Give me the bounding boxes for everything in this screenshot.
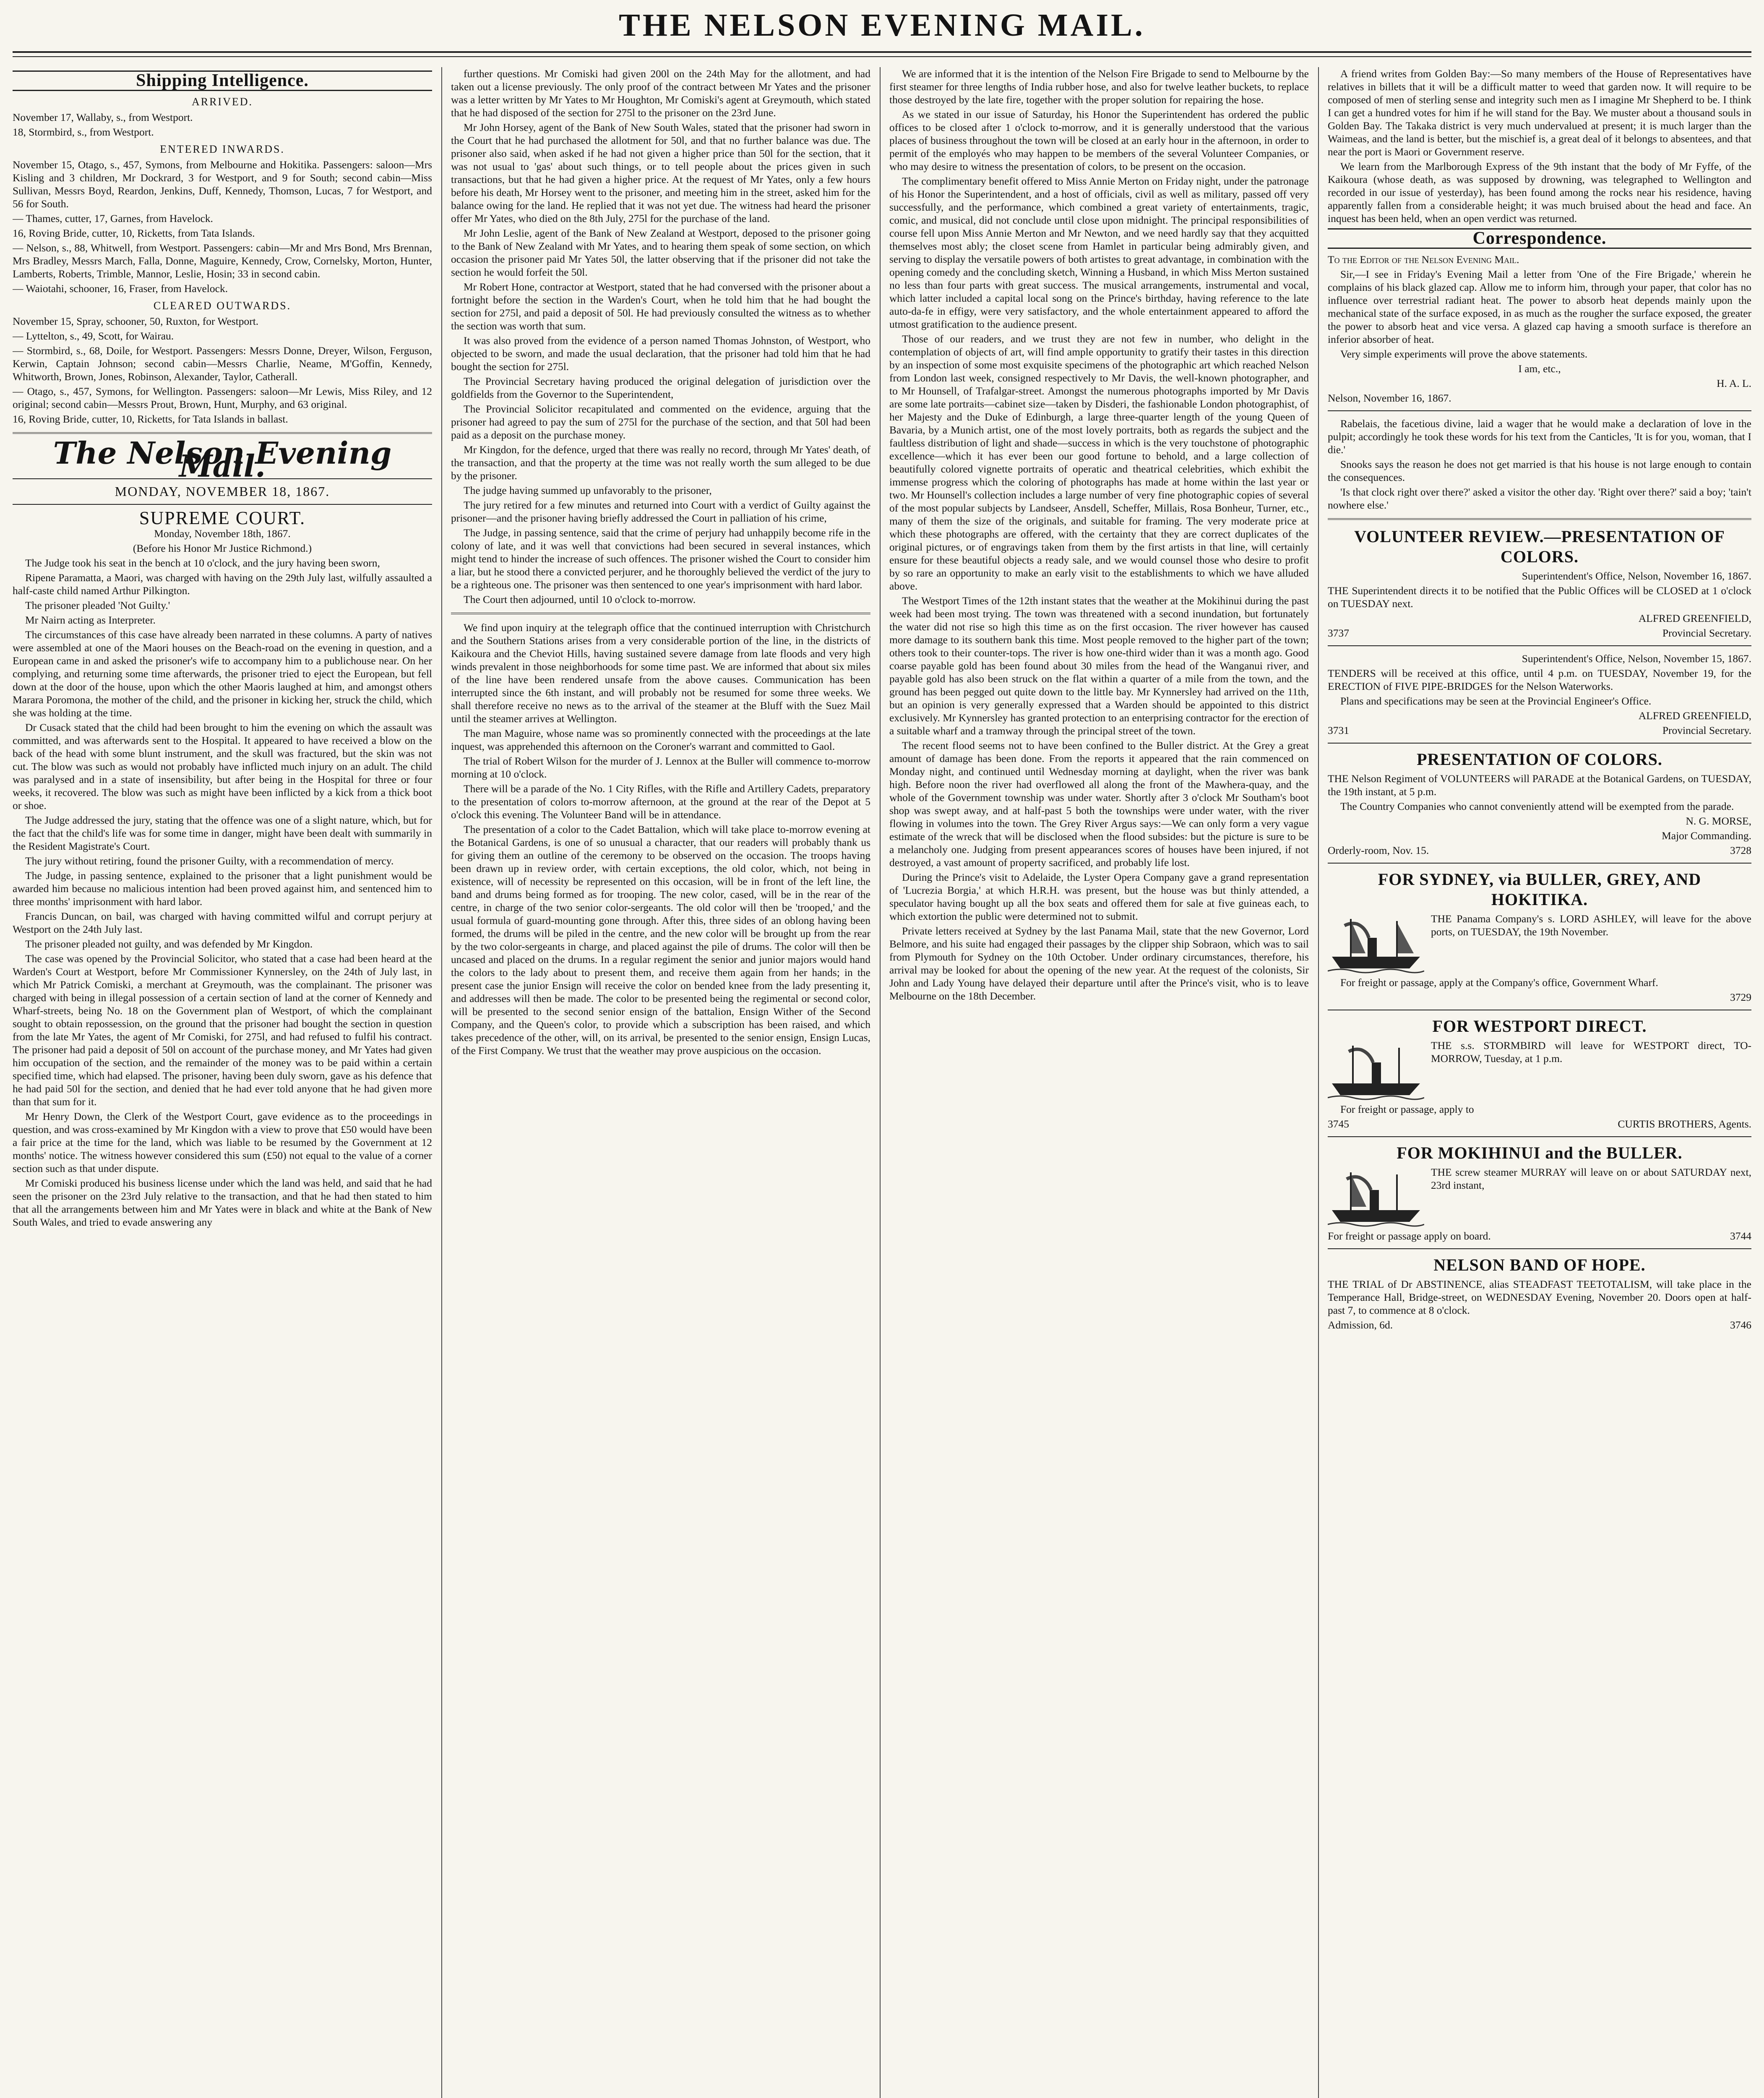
ad-role: Provincial Secretary. — [1662, 627, 1751, 639]
correspondence-to: To the Editor of the Nelson Evening Mail. — [1328, 253, 1519, 266]
article-paragraph: The Judge addressed the jury, stating that the offence was one of a slight nature, which, but for the fact that the child's life was for some time in danger, might have been dealt with summarily in the Resident Magistrate's Court. — [13, 814, 432, 852]
article-paragraph: The jury without retiring, found the prisoner Guilty, with a recommendation of mercy. — [25, 855, 394, 867]
divider — [1328, 410, 1751, 411]
correspondence-date: Nelson, November 16, 1867. — [1328, 392, 1451, 404]
steamship-icon — [1328, 1041, 1424, 1100]
ad-ref: 3745 — [1328, 1118, 1349, 1130]
ad-body: THE TRIAL of Dr ABSTINENCE, alias STEADFAST TEETOTALISM, will take place in the Temperance Hall, Bridge-street, on WEDNESDAY Evening, November 20. Doors open at half-past 7, to commence at 8 o'clock. — [1328, 1278, 1751, 1316]
article-paragraph: The judge having summed up unfavorably to the prisoner, — [464, 484, 712, 496]
divider — [13, 432, 432, 434]
article-paragraph: Dr Cusack stated that the child had been brought to him the evening on which the assault was committed, and was afterwards sent to the Hospital. It appeared to have received a blow on the back of the head with some blunt instrument, and the skull was fractured, but the skin was not cut. The blow was such as would not probably have inflicted much injury on an adult. The child was paralysed and in a state of insensibility, but after being in the Hospital for three or four weeks, it recovered. The blow was such as might have been inflicted by a kick from a thick boot or shoe. — [13, 721, 432, 812]
steamship-icon — [1328, 915, 1424, 973]
entered-head: ENTERED INWARDS. — [160, 143, 285, 155]
article-paragraph: The case was opened by the Provincial Solicitor, who stated that a case had been heard at the Warden's Court at Westport, before Mr Commissioner Kynnersley, on the 24th of July last, in which Mr Patrick Comiski, a merchant at Greymouth, was the complainant. The prisoner was charged with being in illegal possession of a certain section of land at the corner of Kennedy and Wharf-streets, being No. 18 on the Government plan of Westport, of which the complainant sought to obtain repossession, on the ground that the prisoner had bought the section in question from the late Mr Yates, the agent of Mr Comiski, for 275l, and had refused to fulfil his contract. The prisoner had paid a deposit of 50l on account of the purchase money, and Mr Yates had given him occupation of the section, and the remainder of the money was to be paid within a certain specified time, which had elapsed. The prisoner, having been duly sworn, gave as his defence that he had paid 50l for the section, and denied that he had ever told anyone that he had given more than that sum for it. — [13, 952, 432, 1108]
ad-block — [1328, 1039, 1751, 1103]
article-paragraph: The prisoner pleaded 'Not Guilty.' — [25, 599, 170, 611]
masthead-rule — [13, 51, 1751, 53]
court-title: SUPREME COURT. — [139, 508, 306, 528]
shipping-entry: — Thames, cutter, 17, Garnes, from Havelock. — [13, 212, 213, 224]
article-paragraph: The jury retired for a few minutes and returned into Court with a verdict of Guilty against the prisoner—and the prisoner having briefly addressed the Court in palliation of his crime, — [451, 499, 870, 524]
shipping-entry: 18, Stormbird, s., from Westport. — [13, 126, 154, 138]
ad-title: FOR WESTPORT DIRECT. — [1432, 1017, 1647, 1036]
divider — [451, 613, 870, 614]
article-paragraph: The complimentary benefit offered to Miss Annie Merton on Friday night, under the patronage of his Honor the Superintendent, and a host of officials, civil as well as military, passed off very successfully, and the performance, which combined a great variety of entertainments, tragic, comic, and musical, did not conclude until close upon midnight. The principal responsibilities of course fell upon Miss Annie Merton and Mr Newton, and we need hardly say that they acquitted themselves most ably; the closet scene from Hamlet in particular being admirably given, and serving to display the versatile powers of both artistes to great advantage, in combination with the opening comedy and the concluding sketch, Winning a Husband, in which Miss Merton sustained no less than four parts with great success. The musical arrangements, instrumental and vocal, which latter included a capital local song on the Prince's birthday, having reference to the late auto-da-fe in effigy, were very satisfactory, and the whole entertainment appeared to afford the utmost gratification to the audience present. — [889, 175, 1309, 330]
divider — [1328, 1248, 1751, 1249]
article-paragraph: Mr Kingdon, for the defence, urged that there was really no record, through Mr Yates' death, of the transaction, and that the property at the time was not really worth the sum alleged to be due by the prisoner. — [451, 444, 870, 482]
ad-ref: 3729 — [1730, 991, 1751, 1003]
correspondence-body: Very simple experiments will prove the above statements. — [1340, 348, 1588, 360]
masthead-rule-thin — [13, 56, 1751, 57]
shipping-entry: 16, Roving Bride, cutter, 10, Ricketts, for Tata Islands in ballast. — [13, 413, 288, 425]
article-paragraph: Mr Comiski produced his business license under which the land was held, and said that he had seen the prisoner on the 23rd July relative to the transaction, and that he had then stated to him that all the arrangements between him and Mr Yates were in black and white at the Bank of New South Wales, and tried to evade answering any — [13, 1177, 432, 1228]
shipping-entry: — Otago, s., 457, Symons, for Wellington. Passengers: saloon—Mr Lewis, Miss Riley, and 12 original; second cabin—Messrs Prout, Brown, Hunt, Murphy, and 63 original. — [13, 385, 432, 410]
column-divider — [1318, 67, 1319, 2098]
article-paragraph: Mr Nairn acting as Interpreter. — [25, 614, 156, 626]
ad-ref: 3728 — [1730, 844, 1751, 856]
ad-office: Superintendent's Office, Nelson, November 15, 1867. — [1522, 652, 1751, 665]
article-paragraph: The recent flood seems not to have been confined to the Buller district. At the Grey a great amount of damage has been done. From the reports it appeared that the rain commenced on Monday night, and continued until Wednesday morning at daylight, when the river was bank high. Before noon the river had overflowed all along the front of the Mawhera-quay, and the whole of the Government township was under water. Shortly after 3 o'clock Mr Southam's boot shop was swept away, and at half-past 5 both the townships were under water, with the river flowing in volumes into the town. The Grey River Argus says:—We can only form a very vague estimate of the wreck that will be disclosed when the flood subsides: but the picture is sure to be a melancholy one. Judging from present appearances scores of houses have been injured, if not destroyed, a vast amount of property sacrificed, and probably life lost. — [889, 739, 1309, 869]
ad-body: THE screw steamer MURRAY will leave on or about SATURDAY next, 23rd instant, — [1431, 1166, 1751, 1191]
ad-block — [1328, 1166, 1751, 1229]
article-paragraph: The Judge took his seat in the bench at 10 o'clock, and the jury having been sworn, — [25, 557, 380, 569]
ad-ref-row — [1328, 844, 1751, 857]
shipping-entry: — Stormbird, s., 68, Doile, for Westport. Passengers: Messrs Donne, Dreyer, Wilson, Ferguson, Kerwin, Captain Johnson; second cabin—Messrs Charlie, Neame, M'Goffin, Kennedy, Whitworth, Brown, Jones, Robinson, Alexander, Taylor, Catherall. — [13, 344, 432, 383]
article-paragraph: The circumstances of this case have already been narrated in these columns. A party of natives were assembled at one of the Maori houses on the Beach-road on the evening in question, and a European came in and asked the prisoner's wife to accompany him to a publichouse near. On her complying, and returning some time afterwards, the prisoner tried to eject the European, but fell down at the door of the house, upon which the other Maoris laughed at him, and amongst others Marara Poromona, the mother of the child, and the prisoner in kicking her, struck the child, which she was holding at the time. — [13, 629, 432, 719]
article-paragraph: During the Prince's visit to Adelaide, the Lyster Opera Company gave a grand representation of 'Lucrezia Borgia,' at which H.R.H. was present, but the house was but thinly attended, a speculator having bought up all the box seats and offered them for sale at five guineas each, to which extortion the public were determined not to submit. — [889, 871, 1309, 922]
divider — [1328, 518, 1751, 520]
article-paragraph: Private letters received at Sydney by the last Panama Mail, state that the new Governor, Lord Belmore, and his suite had engaged their passages by the clipper ship Sobraon, which was to sail from Plymouth for Sydney on the 10th October. Under ordinary circumstances, therefore, his arrival may be looked for about the opening of the new year. At the request of the colonists, Sir John and Lady Young have delayed their departure until after the Prince's visit, who is to leave Melbourne on the 18th December. — [889, 925, 1309, 1002]
ad-title: PRESENTATION OF COLORS. — [1417, 750, 1662, 769]
article-paragraph: Ripene Paramatta, a Maori, was charged with having on the 29th July last, wilfully assaulted a half-caste child named Arthur Pilkington. — [13, 571, 432, 597]
correspondence-title: Correspondence. — [1328, 228, 1751, 249]
divider — [1328, 863, 1751, 864]
ad-title: FOR SYDNEY, via BULLER, GREY, AND HOKITIKA. — [1378, 870, 1701, 909]
ad-body: For freight or passage apply on board. — [1328, 1230, 1491, 1242]
divider — [1328, 1136, 1751, 1137]
column-2 — [451, 67, 870, 2098]
article-paragraph: Those of our readers, and we trust they are not few in number, who delight in the contemplation of objects of art, will find ample opportunity to gratify their tastes in this direction by an inspection of some most exquisite specimens of the photographic art which reached Nelson from London last week, consigned respectively to Mr Davis, the well-known photographer, and to Mr Hounsell, of Trafalgar-street. Amongst the numerous photographs imported by Mr Davis are some late portraits—cabinet size—taken by Disderi, the fashionable London photographist, of her Majesty and the Duke of Edinburgh, a large three-quarter length of the young Queen of Bavaria, by a Munich artist, one of the most lovely portraits, both as regards the subject and the faultless distribution of light and shade—success in which is the very touchstone of photographic excellence—which it has ever been our good fortune to behold, and a large collection of beautifully colored vignette portraits of operatic and theatrical celebrities, which exhibit the immense progress which the coloring of photographs has made at home within the last year or two. Mr Hounsell's collection includes a large number of very fine photographic copies of several of the most popular subjects by Landseer, Ansdell, Scheffer, Millais, Rosa Bonheur, Turner, etc., many of them the size of the originals, and suitable for framing. The very moderate price at which these photographs are offered, with the certainty that they are correct duplicates of the original pictures, or of engravings taken from them by the first artists in that line, will certainly ensure for these beautiful objects a ready sale, and we would counsel those who desire to profit by so rare an opportunity to make an early visit to the establishments to which we have alluded above. — [889, 333, 1309, 592]
court-before: (Before his Honor Mr Justice Richmond.) — [133, 542, 312, 554]
ad-ref: 3744 — [1730, 1230, 1751, 1242]
ad-ref: 3746 — [1730, 1319, 1751, 1331]
ad-body: THE Nelson Regiment of VOLUNTEERS will PARADE at the Botanical Gardens, on TUESDAY, the 19th instant, at 5 p.m. — [1328, 772, 1751, 798]
ad-signer: CURTIS BROTHERS, Agents. — [1618, 1118, 1751, 1130]
ad-ref-row — [1328, 1318, 1751, 1331]
issue-date: MONDAY, NOVEMBER 18, 1867. — [115, 484, 330, 499]
column-divider — [441, 67, 442, 2098]
article-paragraph: Mr Robert Hone, contractor at Westport, stated that he had conversed with the prisoner about a fortnight before the section in the Warden's Court, when he told him that he had bought the section for 275l, and paid a deposit of 50l. He had previously consulted the witness as to whether the section was worth that sum. — [451, 281, 870, 332]
shipping-entry: November 17, Wallaby, s., from Westport. — [13, 111, 193, 123]
article-paragraph: The prisoner pleaded not guilty, and was defended by Mr Kingdon. — [25, 938, 313, 950]
correspondence-body: Sir,—I see in Friday's Evening Mail a letter from 'One of the Fire Brigade,' wherein he complains of his black glazed cap. Allow me to inform him, through your paper, that color has no influence over terrestrial radiant heat. The power to absorb heat depends mainly upon the mechanical state of the surface exposed, in as much as the rougher the surface exposed, the greater the power to absorb heat and vice versa. A glazed cap having a smooth surface is therefore an inferior absorber of heat. — [1328, 268, 1751, 345]
divider — [13, 504, 432, 505]
column-4 — [1328, 67, 1751, 2098]
article-paragraph: The Provincial Solicitor recapitulated and commented on the evidence, arguing that the prisoner had agreed to pay the sum of 275l for the purchase of the section, and that 50l had been paid as a deposit on the purchase money. — [451, 403, 870, 441]
ad-admission: Admission, 6d. — [1328, 1319, 1393, 1331]
article-paragraph: A friend writes from Golden Bay:—So many members of the House of Representatives have relatives in billets that it will be a difficult matter to weed that garden now. It will require to be composed of men of sterling sense and integrity such men as I imagine Mr Shepherd to be. I think I can get a hundred votes for him if he will stand for the Bay. We muster about a thousand souls in Golden Bay. The Takaka district is very much undervalued at present; it is much larger than the Waimeas, and the land is better, but the mischief is, a great deal of it belongs to absentees, and that near the port is Maori or Government reserve. — [1328, 68, 1751, 158]
article-paragraph: We find upon inquiry at the telegraph office that the continued interruption with Christchurch and the Southern Stations arises from a very considerable portion of the line, in the districts of Kaikoura and the Cheviot Hills, having sustained severe damage from late floods and very high winds prevalent in those neighborhoods for some time past. We are informed that about six miles of the line have been rendered unsafe from the above causes. Communication has been interrupted since the 6th instant, and will probably not be resumed for some three weeks. We shall therefore receive no news as to the arrival of the steamer at the Bluff with the Suez Mail until the steamer arrives at Wellington. — [451, 621, 870, 725]
shipping-entry: 16, Roving Bride, cutter, 10, Ricketts, from Tata Islands. — [13, 227, 255, 239]
ad-ref: 3731 — [1328, 724, 1349, 736]
ad-body: For freight or passage, apply at the Company's office, Government Wharf. — [1340, 976, 1658, 989]
court-date: Monday, November 18th, 1867. — [154, 527, 291, 540]
correspondence-signature: H. A. L. — [1717, 377, 1751, 389]
ad-office: Orderly-room, Nov. 15. — [1328, 844, 1429, 856]
shipping-title: Shipping Intelligence. — [13, 70, 432, 91]
article-paragraph: The Judge, in passing sentence, said that the crime of perjury had unhappily become rife in the colony of late, and it was well that convictions had been secured in several instances, which might tend to hinder the increase of such offences. The prisoner wished the Court to consider him a liar, but he stood there a convicted perjurer, and he thoroughly believed the verdict of the jury to be a righteous one. The prisoner was then sentenced to one year's imprisonment with hard labor. — [451, 527, 870, 591]
steamship-icon — [1328, 1168, 1424, 1227]
shipping-entry: — Lyttelton, s., 49, Scott, for Wairau. — [13, 330, 174, 342]
ad-role: Major Commanding. — [1662, 830, 1751, 842]
article-paragraph: The Westport Times of the 12th instant states that the weather at the Mokihinui during the past week had been most trying. The town was threatened with a second inundation, but fortunately the water did not rise so high this time as on the first occasion. The river however has caused more damage to its southern bank this time. Most people removed to the higher part of the town; others took to their counter-tops. The river is how one-third wider than it was a month ago. Good coarse payable gold has been found about 30 miles from the head of the Wanganui river, and payable gold has also been struck on the flat within a quarter of a mile from the town, and the ground has been pegged out quite down to the little bay. Mr Kynnersley had arrived on the 11th, but an opinion is very generally expressed that a Warden should be appointed to this district exclusively. Mr Kynnersley has granted protection to an enterprising contractor for the erection of a suitable wharf and a tramway through the principal street of the town. — [889, 595, 1309, 737]
column-1 — [13, 67, 432, 2098]
article-paragraph: There will be a parade of the No. 1 City Rifles, with the Rifle and Artillery Cadets, preparatory to the presentation of colors to-morrow afternoon, at the ground at the rear of the Depot at 5 o'clock this evening. The Volunteer Band will be in attendance. — [451, 783, 870, 821]
article-paragraph: The Judge, in passing sentence, explained to the prisoner that a light punishment would be awarded him because no malicious intention had been proved against him, and sentenced him to three months' imprisonment with hard labor. — [13, 869, 432, 908]
ad-body: For freight or passage, apply to — [1340, 1103, 1474, 1115]
article-paragraph: Mr John Leslie, agent of the Bank of New Zealand at Westport, deposed to the prisoner going to the Bank of New Zealand with Mr Yates, and to hearing them speak of some section, on which occasion the prisoner paid Mr Yates 50l, the latter observing that if the prisoner did not take the section he would forfeit the 50l. — [451, 227, 870, 278]
article-paragraph: The man Maguire, whose name was so prominently connected with the proceedings at the late inquest, was apprehended this afternoon on the Coroner's warrant and committed to Gaol. — [451, 727, 870, 752]
shipping-entry: — Nelson, s., 88, Whitwell, from Westport. Passengers: cabin—Mr and Mrs Bond, Mrs Brennan, Mrs Bradley, Messrs March, Falla, Donne, Maguire, Kennedy, Crow, Cornelsky, Morton, Hunter, Lamberts, Roberts, Trimble, Mannor, Leslie, Hosin; 33 in second cabin. — [13, 242, 432, 280]
ad-body: Plans and specifications may be seen at the Provincial Engineer's Office. — [1340, 695, 1652, 707]
article-paragraph: We learn from the Marlborough Express of the 9th instant that the body of Mr Fyffe, of the Kaikoura (whose death, as was supposed by drowning, was telegraphed to Wellington and recorded in our issue of yesterday), has been found among the rocks near his residence, having apparently fallen from a considerable height; it was much bruised about the head and face. An inquest has been held, when an open verdict was returned. — [1328, 160, 1751, 224]
ad-title: FOR MOKIHINUI and the BULLER. — [1397, 1143, 1683, 1162]
ad-body: TENDERS will be received at this office, until 4 p.m. on TUESDAY, November 19, for the ERECTION of FIVE PIPE-BRIDGES for the Nelson Waterworks. — [1328, 667, 1751, 692]
article-paragraph: The trial of Robert Wilson for the murder of J. Lennox at the Buller will commence to-morrow morning at 10 o'clock. — [451, 755, 870, 780]
ad-body: THE Superintendent directs it to be notified that the Public Offices will be CLOSED at 1 o'clock on TUESDAY next. — [1328, 585, 1751, 610]
ad-ref-row — [1328, 724, 1751, 737]
masthead: THE NELSON EVENING MAIL. — [619, 8, 1145, 43]
article-paragraph: As we stated in our issue of Saturday, his Honor the Superintendent has ordered the public offices to be closed after 1 o'clock to-morrow, and it is generally understood that the various places of business throughout the town will be closed at an early hour in the afternoon, in order to permit of the employés who may happen to be members of the several Volunteer Companies, or who may desire to witness the presentation of colors, to be present on the occasion. — [889, 108, 1309, 172]
column-divider — [880, 67, 881, 2098]
article-paragraph: The presentation of a color to the Cadet Battalion, which will take place to-morrow evening at the Botanical Gardens, is one of so unusual a character, that our readers will probably thank us for giving them an outline of the ceremony to be observed on the occasion. The troops having been drawn up in review order, with certain exceptions, the old color, which, not being in existence, will of necessity be represented on this occasion, will be in front of the left line, the band and drums being formed as for trooping. The new color, cased, will be in the rear of the centre, in charge of the two senior color-sergeants. The old color will then be 'trooped,' and the usual formula of guard-mounting gone through. After this, three sides of an oblong having been formed, the drums will be piled in the centre, and the new color will be brought up from the rear by the two color-sergeants in charge, and placed against the pile of drums. The color will then be uncased and placed on the drums. In a regular regiment the senior and junior majors would hand the colors to the lady about to present them, and receive them again from her hands; in the present case the junior Ensign will receive the color on bended knee from the lady presenting it, and addresses will then be made. The color to be presented being the regimental or second color, will be presented to the second senior ensign of the battalion, Ensign Wither of the Second Company, and the Queen's color, to provide which a subscription has been raised, and which takes precedence of the other, will, on its arrival, be presented to the senior ensign, Ensign Lucas, of the First Company. We trust that the weather may prove auspicious on the occasion. — [451, 823, 870, 1057]
article-paragraph: Mr John Horsey, agent of the Bank of New South Wales, stated that the prisoner had sworn in the Court that he had purchased the allotment for 50l, and that no further balance was due. The prisoner also said, when asked if he had not given a higher price than 50l for the section, that it was not usual to 'gas' about such things, or to tell people about the prices given in such transactions, but that he had given a higher price. At the request of Mr Yates, only a few hours before his death, Mr Horsey went to the prisoner, and meeting him in the street, asked him for the balance owing for the land. He replied that it was not yet due. The witness had heard the prisoner offer Mr Yates, who died on the 8th July, 275l for the purchase of the land. — [451, 121, 870, 224]
anecdote: Snooks says the reason he does not get married is that his house is not large enough to contain the consequences. — [1328, 458, 1751, 483]
article-paragraph: We are informed that it is the intention of the Nelson Fire Brigade to send to Melbourne by the first steamer for three lengths of India rubber hose, and also for twelve leather buckets, to replace those destroyed by the late fire, together with the proper solution for repairing the hose. — [889, 68, 1309, 106]
ad-signer: N. G. MORSE, — [1686, 815, 1751, 827]
ad-ref: 3737 — [1328, 627, 1349, 639]
article-paragraph: Francis Duncan, on bail, was charged with having committed wilful and corrupt perjury at Westport on the 24th July last. — [13, 910, 432, 935]
ad-body: THE Panama Company's s. LORD ASHLEY, will leave for the above ports, on TUESDAY, the 19th November. — [1431, 913, 1751, 938]
anecdote: Rabelais, the facetious divine, laid a wager that he would make a declaration of love in the pulpit; accordingly he took these words for his text from the Canticles, 'It is for you, woman, that I die.' — [1328, 418, 1751, 456]
ad-body: THE s.s. STORMBIRD will leave for WESTPORT direct, TO-MORROW, Tuesday, at 1 p.m. — [1431, 1039, 1751, 1065]
ad-title: VOLUNTEER REVIEW.—PRESENTATION OF COLORS. — [1354, 527, 1725, 566]
article-paragraph: Mr Henry Down, the Clerk of the Westport Court, gave evidence as to the proceedings in question, and was cross-examined by Mr Kingdon with a view to prove that £50 would have been a fair price at the time for the land, which was liable to be resumed by the Government at 12 months' notice. The witness however considered this sum (£50) not equal to the value of a corner section such as that under dispute. — [13, 1110, 432, 1174]
column-3 — [889, 67, 1309, 2098]
ad-ref-row — [1328, 626, 1751, 639]
paper-name: The Nelson Evening Mail. — [53, 435, 392, 484]
article-paragraph: It was also proved from the evidence of a person named Thomas Johnston, of Westport, who objected to be sworn, and made the usual declaration, that the prisoner had told him that he had bought the section for 275l. — [451, 334, 870, 373]
cleared-head: CLEARED OUTWARDS. — [153, 300, 292, 312]
ad-office: Superintendent's Office, Nelson, November 16, 1867. — [1522, 570, 1751, 582]
ad-block — [1328, 912, 1751, 976]
arrived-head: ARRIVED. — [191, 96, 253, 108]
shipping-entry: November 15, Spray, schooner, 50, Ruxton, for Westport. — [13, 315, 259, 327]
anecdote: 'Is that clock right over there?' asked a visitor the other day. 'Right over there?' said a boy; 'tain't nowhere else.' — [1328, 486, 1751, 511]
ad-ref-row — [1328, 1117, 1751, 1130]
ad-body: The Country Companies who cannot conveniently attend will be exempted from the parade. — [1340, 800, 1734, 812]
divider — [1328, 645, 1751, 646]
ad-role: Provincial Secretary. — [1662, 724, 1751, 736]
ad-signer: ALFRED GREENFIELD, — [1638, 612, 1751, 624]
shipping-entry: — Waiotahi, schooner, 16, Fraser, from Havelock. — [13, 282, 228, 295]
ad-signer: ALFRED GREENFIELD, — [1638, 710, 1751, 722]
article-paragraph: The Court then adjourned, until 10 o'clock to-morrow. — [464, 593, 696, 605]
correspondence-close: I am, etc., — [1518, 363, 1561, 375]
divider — [1328, 743, 1751, 744]
ad-ref-row — [1328, 1229, 1751, 1242]
article-paragraph: further questions. Mr Comiski had given 200l on the 24th May for the allotment, and had taken out a license previously. The only proof of the contract between Mr Yates and the prisoner was a letter written by Mr Yates to Mr Houghton, Mr Comiski's agent at Greymouth, which stated that he had disposed of the section for 275l to the prisoner on the 23rd June. — [451, 68, 870, 119]
article-paragraph: The Provincial Secretary having produced the original delegation of jurisdiction over the goldfields from the Governor to the Superintendent, — [451, 375, 870, 400]
ad-title: NELSON BAND OF HOPE. — [1433, 1255, 1646, 1274]
shipping-entry: November 15, Otago, s., 457, Symons, from Melbourne and Hokitika. Passengers: saloon—Mrs Kisling and 3 children, Mr Dockrard, 3 for Westport, and 9 for South; second cabin—Miss Sullivan, Messrs Boyd, Reardon, Jenkins, Duff, Kennedy, Thomson, Lucas, 7 for Westport, and 56 for South. — [13, 159, 432, 210]
